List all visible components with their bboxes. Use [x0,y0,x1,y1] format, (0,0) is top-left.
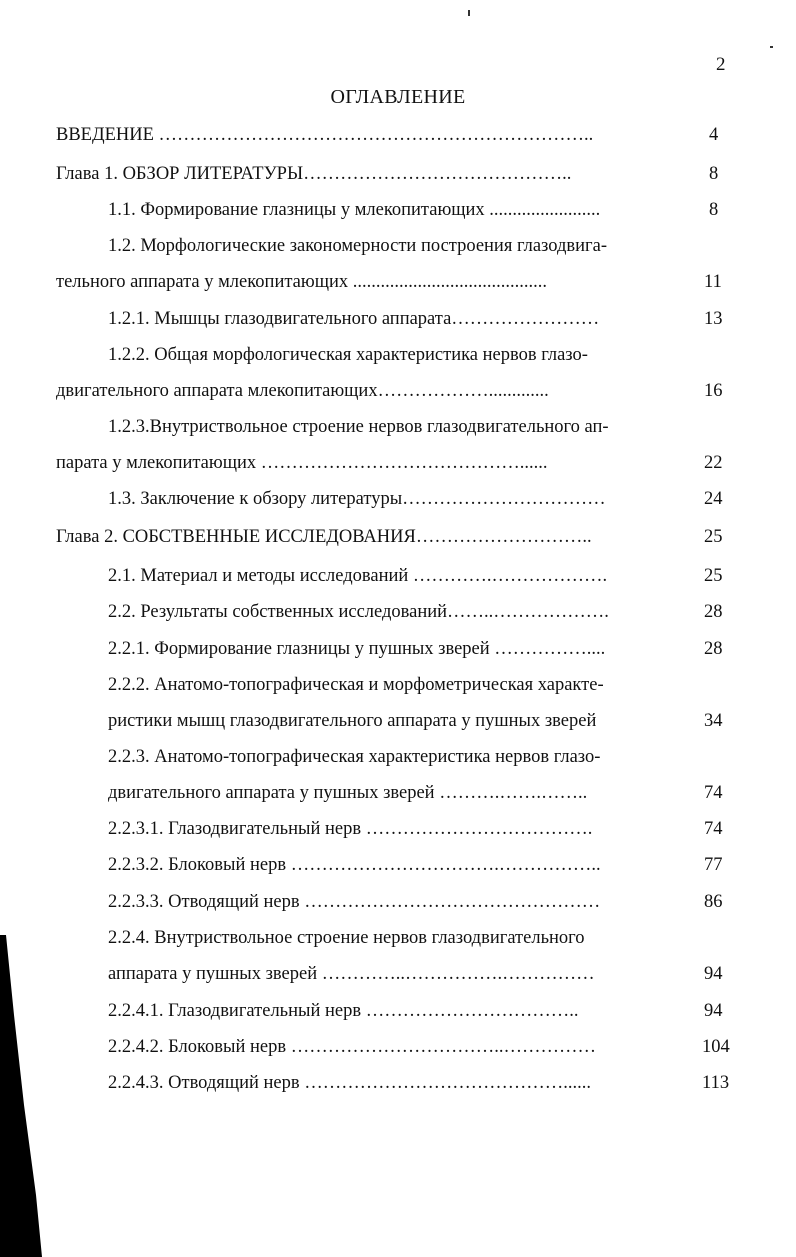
toc-entry-2-1: 2.1. Материал и методы исследований ………….………………. [108,566,608,586]
toc-entry-1-2-1: 1.2.1. Мышцы глазодвигательного аппарата…………………… [108,309,600,329]
toc-entry-2-2-2-cont: ристики мышц глазодвигательного аппарата у пушных зверей [108,711,597,731]
toc-entry-chapter-2: Глава 2. СОБСТВЕННЫЕ ИССЛЕДОВАНИЯ……………………….. [56,527,592,547]
page-number: 2 [716,54,726,75]
toc-page-ref: 13 [704,309,723,329]
toc-page-ref: 74 [704,783,723,803]
toc-entry-1-2-3: 1.2.3.Внутриствольное строение нервов глазодвигательного ап- [108,417,609,437]
toc-entry-1-2: 1.2. Морфологические закономерности построения глазодвига- [108,236,607,256]
toc-entry-1-2-3-cont: парата у млекопитающих ……………………………………...... [56,453,548,473]
toc-page-ref: 86 [704,892,723,912]
toc-entry-1-2-cont: тельного аппарата у млекопитающих .......................................... [56,272,547,292]
toc-page-ref: 11 [704,272,722,292]
toc-page-ref: 8 [709,200,719,220]
toc-entry-2-2: 2.2. Результаты собственных исследований……..………………. [108,602,609,622]
toc-entry-2-2-3-3: 2.2.3.3. Отводящий нерв ………………………………………… [108,892,601,912]
toc-entry-1-2-2: 1.2.2. Общая морфологическая характеристика нервов глазо- [108,345,588,365]
toc-page-ref: 25 [704,527,723,547]
toc-entry-2-2-4-1: 2.2.4.1. Глазодвигательный нерв …………………………….. [108,1001,579,1021]
toc-page-ref: 113 [702,1073,730,1093]
toc-page-ref: 94 [704,1001,723,1021]
toc-page-ref: 34 [704,711,723,731]
toc-entry-2-2-3-2: 2.2.3.2. Блоковый нерв …………………………….…………….. [108,855,601,875]
toc-entry-1-3: 1.3. Заключение к обзору литературы…………………………… [108,489,606,509]
toc-page-ref: 25 [704,566,723,586]
toc-page-ref: 104 [702,1037,730,1057]
toc-page-ref: 22 [704,453,723,473]
toc-page-ref: 28 [704,602,723,622]
scan-speck [468,10,470,16]
toc-entry-2-2-4-cont: аппарата у пушных зверей …………..…………….…………… [108,964,595,984]
toc-page-ref: 8 [709,164,719,184]
toc-entry-introduction: ВВЕДЕНИЕ …………………………………………………………….. [56,125,594,145]
toc-entry-1-1: 1.1. Формирование глазницы у млекопитающих ........................ [108,200,601,220]
scan-edge-shadow [0,935,44,1257]
toc-page-ref: 74 [704,819,723,839]
toc-page-ref: 94 [704,964,723,984]
toc-entry-1-2-2-cont: двигательного аппарата млекопитающих………………............. [56,381,549,401]
toc-entry-chapter-1: Глава 1. ОБЗОР ЛИТЕРАТУРЫ…………………………………….. [56,164,572,184]
toc-entry-2-2-3-cont: двигательного аппарата у пушных зверей ……….…….…….. [108,783,588,803]
toc-entry-2-2-1: 2.2.1. Формирование глазницы у пушных зверей …………….... [108,639,606,659]
page-title: ОГЛАВЛЕНИЕ [330,86,466,108]
toc-page-ref: 28 [704,639,723,659]
toc-page-ref: 77 [704,855,723,875]
toc-entry-2-2-3-1: 2.2.3.1. Глазодвигательный нерв ………………………………. [108,819,593,839]
toc-entry-2-2-4-2: 2.2.4.2. Блоковый нерв ……………………………..…………… [108,1037,596,1057]
toc-entry-2-2-4-3: 2.2.4.3. Отводящий нерв ……………………………………...... [108,1073,591,1093]
toc-page-ref: 4 [709,125,719,145]
toc-page-ref: 16 [704,381,723,401]
toc-entry-2-2-3: 2.2.3. Анатомо-топографическая характеристика нервов глазо- [108,747,601,767]
toc-entry-2-2-2: 2.2.2. Анатомо-топографическая и морфометрическая характе- [108,675,604,695]
toc-page-ref: 24 [704,489,723,509]
toc-entry-2-2-4: 2.2.4. Внутриствольное строение нервов глазодвигательного [108,928,585,948]
scan-speck [770,46,773,48]
